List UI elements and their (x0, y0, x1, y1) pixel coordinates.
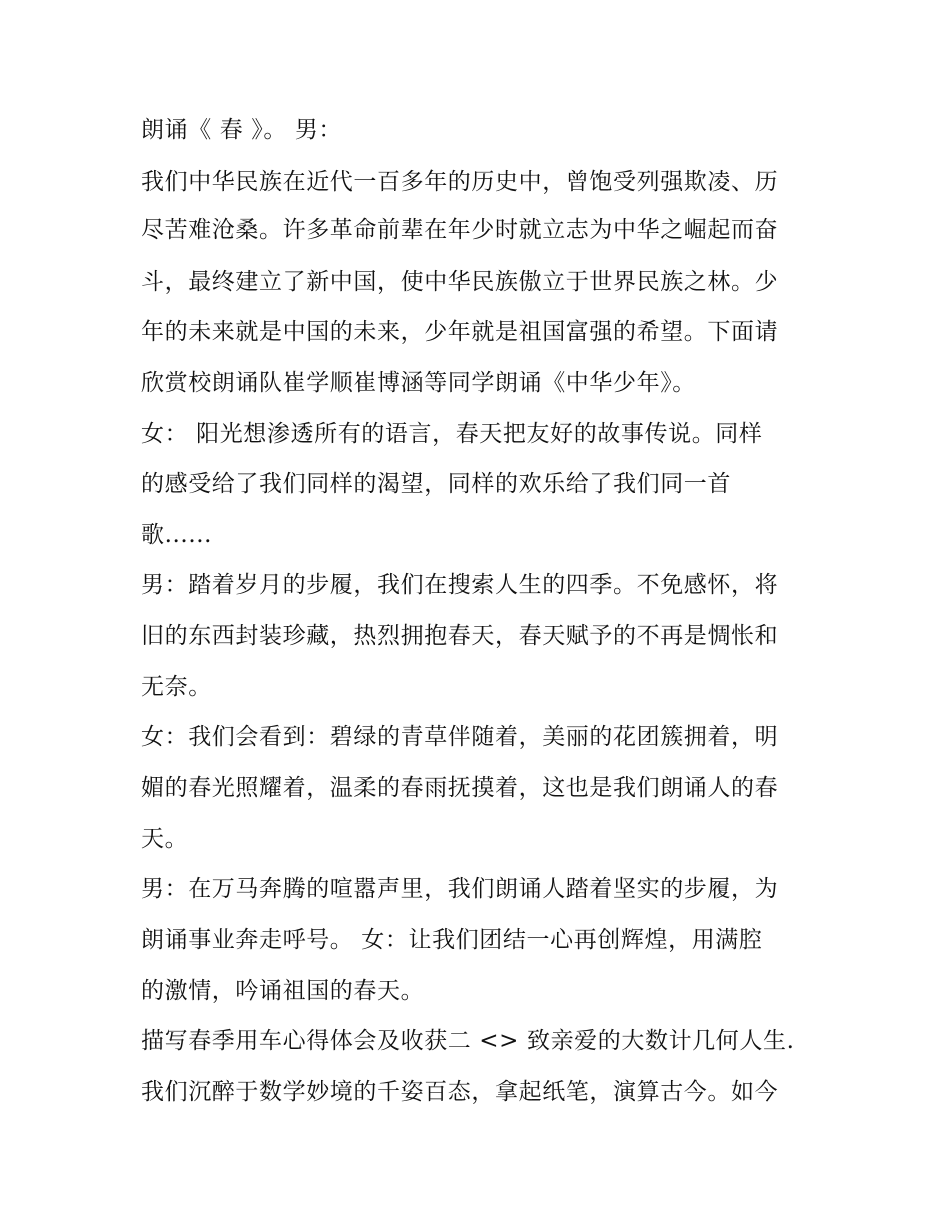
text-line-15: 天。 (141, 826, 189, 852)
text-line-11: 旧的东西封装珍藏，热烈拥抱春天，春天赋予的不再是惆怅和 (141, 623, 779, 649)
text-line-1: 朗诵《 春 》。 男： (141, 117, 343, 143)
text-line-10: 男：踏着岁月的步履，我们在搜索人生的四季。不免感怀，将 (141, 572, 779, 598)
text-line-3: 尽苦难沧桑。许多革命前辈在年少时就立志为中华之崛起而奋 (141, 217, 779, 243)
text-line-7: 女： 阳光想渗透所有的语言，春天把友好的故事传说。同样 (141, 421, 763, 447)
text-line-16: 男：在万马奔腾的喧嚣声里，我们朗诵人踏着坚实的步履，为 (141, 876, 779, 902)
text-line-5: 年的未来就是中国的未来，少年就是祖国富强的希望。下面请 (141, 319, 779, 345)
text-line-2: 我们中华民族在近代一百多年的历史中，曾饱受列强欺凌、历 (141, 169, 779, 195)
text-line-17: 朗诵事业奔走呼号。 女：让我们团结一心再创辉煌，用满腔 (141, 927, 763, 953)
text-line-8: 的感受给了我们同样的渴望，同样的欢乐给了我们同一首 (141, 471, 731, 497)
text-line-19: 描写春季用车心得体会及收获二 <> 致亲爱的大数计几何人生. (141, 1028, 795, 1054)
text-line-20: 我们沉醉于数学妙境的千姿百态，拿起纸笔，演算古今。如今 (141, 1079, 779, 1105)
text-line-18: 的激情，吟诵祖国的春天。 (141, 978, 425, 1004)
text-line-14: 媚的春光照耀着，温柔的春雨抚摸着，这也是我们朗诵人的春 (141, 775, 779, 801)
text-line-9: 歌...... (141, 522, 213, 548)
text-line-6: 欣赏校朗诵队崔学顺崔博涵等同学朗诵《中华少年》。 (141, 370, 696, 396)
text-line-13: 女：我们会看到：碧绿的青草伴随着，美丽的花团簇拥着，明 (141, 724, 779, 750)
text-line-12: 无奈。 (141, 674, 212, 700)
text-line-4: 斗，最终建立了新中国，使中华民族傲立于世界民族之林。少 (141, 269, 779, 295)
